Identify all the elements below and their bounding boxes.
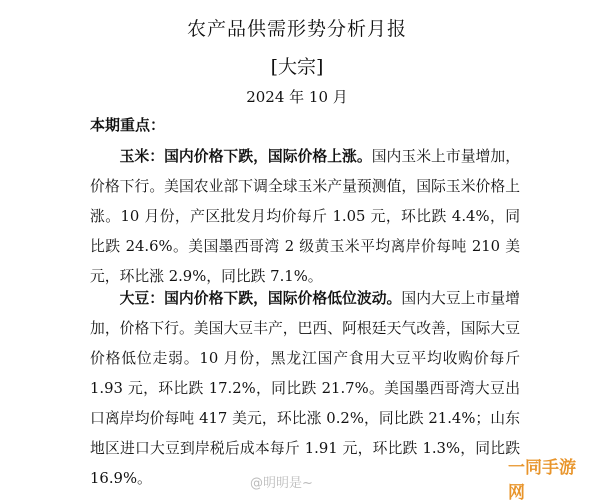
corn-paragraph	[90, 142, 520, 292]
report-category: [大宗]	[270, 56, 324, 78]
key-points-heading: 本期重点：	[90, 116, 166, 134]
site-logo: 一同手游网	[508, 458, 576, 503]
soybean-body: 国内大豆上市量增加，价格下行。美国大豆丰产，巴西、阿根廷天气改善，国际大豆价格低位走弱。10 月份，黑龙江国产食用大豆平均收购价每斤 1.93 元，环比跌 17.2%，同比跌 21.7%。美国墨西哥湾大豆出口离岸均价每吨 417 美元，环比涨 0.2%，同比跌 21.4%；山东地区进口大豆到岸税后成本每斤 1.91 元，环比跌 1.3%，同比跌 16.9%。	[90, 290, 520, 487]
soybean-paragraph	[90, 284, 520, 494]
corn-lead: 玉米：国内价格下跌，国际价格上涨。	[119, 148, 372, 165]
watermark-username: @明明是~	[250, 476, 313, 491]
corn-body: 国内玉米上市量增加，价格下行。美国农业部下调全球玉米产量预测值，国际玉米价格上涨。10 月份，产区批发月均价每斤 1.05 元，环比跌 4.4%，同比跌 24.6%。美国墨西哥湾 2 级黄玉米平均离岸价每吨 210 美元，环比涨 2.9%，同比跌 7.1%。	[90, 148, 520, 285]
report-title: 农产品供需形势分析月报	[186, 18, 407, 40]
soybean-lead: 大豆：国内价格下跌，国际价格低位波动。	[119, 290, 402, 307]
report-date: 2024 年 10 月	[246, 88, 348, 106]
